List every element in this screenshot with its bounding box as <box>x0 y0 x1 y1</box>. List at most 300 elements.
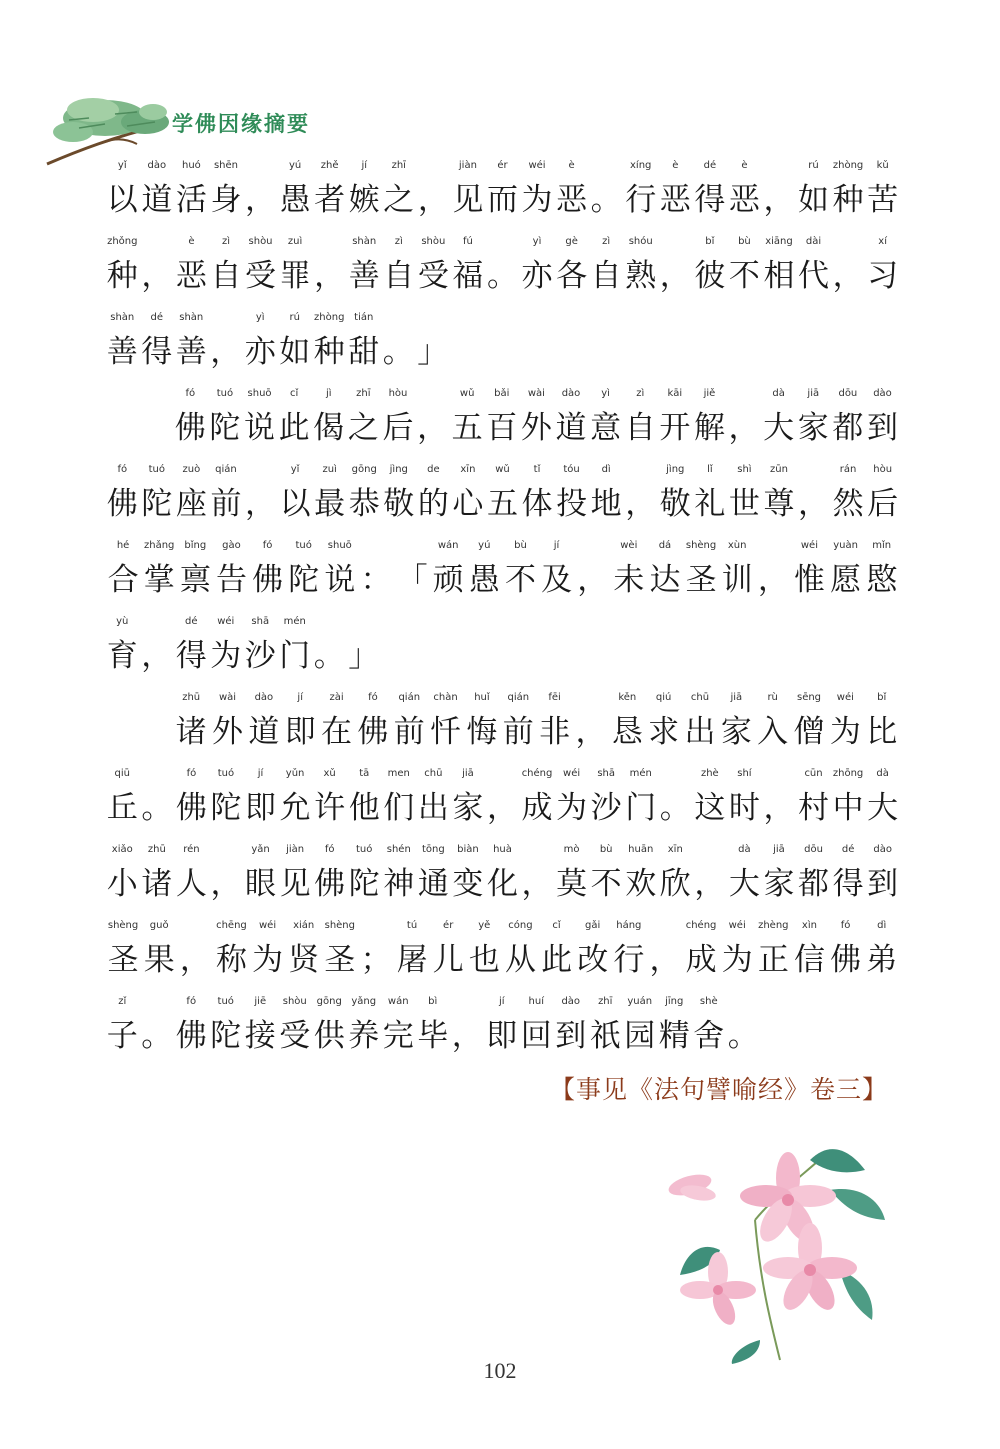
annotated-character <box>312 460 347 528</box>
annotated-character <box>727 764 762 832</box>
annotated-character <box>173 688 209 756</box>
annotated-character <box>539 916 575 984</box>
pinyin: jí <box>257 768 264 779</box>
hanzi: 为 <box>252 942 284 978</box>
annotated-character <box>278 612 313 680</box>
hanzi: 如 <box>279 334 311 370</box>
pinyin: xí <box>878 236 887 247</box>
pinyin: xìn <box>801 920 817 931</box>
annotated-character <box>174 612 209 680</box>
annotated-character <box>623 764 658 832</box>
hanzi: ， <box>763 790 795 826</box>
annotated-character <box>213 536 249 604</box>
annotated-character <box>105 992 140 1060</box>
pinyin: qián <box>215 464 237 475</box>
hanzi: ， <box>521 866 553 902</box>
annotated-character <box>355 688 391 756</box>
annotated-character <box>658 460 693 528</box>
hanzi: 恭 <box>348 486 380 522</box>
pinyin: fó <box>324 844 335 855</box>
source-citation: 【事见《法句譬喻经》卷三】 <box>549 1075 888 1104</box>
hanzi: ， <box>763 182 795 218</box>
annotated-character <box>865 156 900 224</box>
annotated-character <box>575 916 611 984</box>
annotated-character <box>173 384 208 452</box>
hanzi: 。 <box>590 182 622 218</box>
annotated-character <box>278 764 313 832</box>
annotated-character <box>416 232 451 300</box>
pinyin: kěn <box>618 692 637 703</box>
pinyin <box>589 156 624 176</box>
pinyin: shèng <box>685 540 717 551</box>
annotated-character <box>502 536 538 604</box>
hanzi: 都 <box>798 866 830 902</box>
pinyin: zì <box>636 388 645 399</box>
annotated-character <box>312 764 347 832</box>
pinyin: fó <box>186 996 197 1007</box>
pinyin: tuó <box>216 388 234 399</box>
hanzi: 此 <box>278 410 310 446</box>
annotated-character <box>589 460 624 528</box>
hanzi: 。 <box>486 258 518 294</box>
hanzi: 恶 <box>556 182 588 218</box>
annotated-character <box>647 916 683 984</box>
annotated-character <box>554 460 589 528</box>
annotated-character <box>312 992 347 1060</box>
pinyin: qiú <box>655 692 672 703</box>
pinyin: dé <box>841 844 855 855</box>
hanzi: 心 <box>452 486 484 522</box>
hanzi: ， <box>210 334 242 370</box>
hanzi: 五 <box>451 410 483 446</box>
pinyin <box>485 232 520 252</box>
page-number: 102 <box>483 1358 517 1383</box>
annotated-character <box>140 156 175 224</box>
pinyin: dào <box>873 388 892 399</box>
hanzi: 」 <box>348 638 380 674</box>
annotated-character <box>762 232 797 300</box>
annotated-character <box>105 232 140 300</box>
hanzi: 非 <box>539 714 571 750</box>
pinyin: guǒ <box>149 920 169 931</box>
annotated-character <box>796 764 831 832</box>
hanzi: 然 <box>832 486 864 522</box>
hanzi: 诸 <box>141 866 173 902</box>
annotated-character <box>727 384 762 452</box>
pinyin: jiě <box>703 388 716 399</box>
pinyin <box>243 460 278 480</box>
hanzi: 行 <box>613 942 645 978</box>
hanzi: 时 <box>728 790 760 826</box>
pinyin: zūn <box>770 464 788 475</box>
annotated-character <box>209 764 244 832</box>
pinyin: men <box>387 768 410 779</box>
pinyin: shuō <box>247 388 272 399</box>
annotated-character <box>791 916 827 984</box>
hanzi: 善 <box>348 258 380 294</box>
annotated-character <box>105 156 140 224</box>
annotated-character <box>831 460 866 528</box>
pinyin: jiā <box>773 844 785 855</box>
hanzi: 丘 <box>106 790 138 826</box>
pinyin <box>381 308 416 328</box>
pinyin <box>520 840 555 860</box>
annotated-character <box>209 308 244 376</box>
pinyin: huà <box>493 844 512 855</box>
pinyin: tóu <box>563 464 580 475</box>
annotated-character <box>416 156 451 224</box>
annotated-character <box>140 764 175 832</box>
annotated-character <box>277 384 312 452</box>
annotated-character <box>573 688 609 756</box>
hanzi: 偈 <box>313 410 345 446</box>
pinyin: dà <box>738 844 751 855</box>
hanzi: 弟 <box>866 942 898 978</box>
annotated-character <box>140 612 175 680</box>
annotated-character <box>416 460 451 528</box>
pinyin <box>755 536 791 556</box>
hanzi: 前 <box>393 714 425 750</box>
pinyin: zhī <box>356 388 371 399</box>
pinyin: wài <box>218 692 237 703</box>
hanzi: 诸 <box>175 714 207 750</box>
annotated-character <box>727 840 762 908</box>
hanzi: 外 <box>212 714 244 750</box>
hanzi: 后 <box>867 486 899 522</box>
hanzi: 佛 <box>357 714 389 750</box>
annotated-character <box>140 992 175 1060</box>
pinyin: cǐ <box>552 920 561 931</box>
hanzi: 到 <box>867 866 899 902</box>
pinyin: dé <box>703 160 717 171</box>
hanzi: 欢 <box>625 866 657 902</box>
pinyin: cóng <box>508 920 533 931</box>
annotated-character <box>623 840 658 908</box>
hanzi: 愍 <box>866 562 898 598</box>
pinyin: yì <box>255 312 265 323</box>
annotated-character <box>141 536 177 604</box>
chapter-title: 学佛因缘摘要 <box>172 112 310 136</box>
annotated-character <box>318 688 354 756</box>
pinyin: shì <box>737 464 752 475</box>
annotated-character <box>727 460 762 528</box>
annotated-character <box>865 840 900 908</box>
pinyin <box>358 536 394 556</box>
pinyin <box>693 840 728 860</box>
pinyin: wán <box>437 540 459 551</box>
hanzi: ， <box>210 866 242 902</box>
annotated-character <box>466 916 502 984</box>
pinyin <box>140 232 175 252</box>
hanzi: 罪 <box>279 258 311 294</box>
pinyin: jiē <box>254 996 267 1007</box>
pinyin: zì <box>394 236 403 247</box>
hanzi: 。 <box>313 638 345 674</box>
annotated-character <box>209 688 245 756</box>
pinyin: chéng <box>521 768 553 779</box>
hanzi: ， <box>625 486 657 522</box>
annotated-character <box>791 536 827 604</box>
hanzi: 愚 <box>468 562 500 598</box>
pinyin: wéi <box>728 920 746 931</box>
hanzi: 地 <box>590 486 622 522</box>
annotated-character <box>554 384 589 452</box>
annotated-character <box>209 232 244 300</box>
hanzi: 子 <box>106 1018 138 1054</box>
annotated-character <box>520 840 555 908</box>
hanzi: 到 <box>555 1018 587 1054</box>
hanzi: 接 <box>244 1018 276 1054</box>
pinyin: ér <box>497 160 508 171</box>
annotated-character <box>693 232 728 300</box>
annotated-character <box>500 688 536 756</box>
annotated-character <box>658 156 693 224</box>
hanzi: 恶 <box>728 182 760 218</box>
annotated-character <box>105 460 140 528</box>
pinyin: dōu <box>804 844 823 855</box>
annotated-character <box>105 840 140 908</box>
annotated-character <box>177 916 213 984</box>
pinyin: huí <box>528 996 544 1007</box>
hanzi: 种 <box>106 258 138 294</box>
annotated-character <box>243 232 278 300</box>
hanzi: 自 <box>624 410 656 446</box>
text-line <box>105 840 900 916</box>
hanzi: 后 <box>382 410 414 446</box>
pinyin: tú <box>406 920 418 931</box>
annotated-character <box>726 992 761 1060</box>
annotated-character <box>464 688 500 756</box>
hanzi: 训 <box>721 562 753 598</box>
annotated-character <box>554 232 589 300</box>
pinyin: cǐ <box>289 388 299 399</box>
hanzi: 精 <box>658 1018 690 1054</box>
pinyin: bù <box>514 540 527 551</box>
annotated-character <box>451 764 486 832</box>
annotated-character <box>796 840 831 908</box>
pinyin <box>416 156 451 176</box>
pinyin: gōng <box>351 464 377 475</box>
annotated-character <box>415 384 450 452</box>
annotated-character <box>312 156 347 224</box>
annotated-character <box>520 460 555 528</box>
hanzi: 。 <box>141 1018 173 1054</box>
hanzi: 各 <box>556 258 588 294</box>
annotated-character <box>358 536 394 604</box>
text-line <box>105 308 900 384</box>
hanzi: 变 <box>452 866 484 902</box>
annotated-character <box>520 156 555 224</box>
hanzi: 通 <box>417 866 449 902</box>
annotated-character <box>105 612 140 680</box>
pinyin: è <box>188 236 195 247</box>
pinyin: bǐ <box>877 692 887 703</box>
annotated-character <box>394 536 430 604</box>
annotated-character <box>719 916 755 984</box>
hanzi: 受 <box>245 258 277 294</box>
hanzi: 「 <box>396 562 428 598</box>
annotated-character <box>536 688 572 756</box>
hanzi: 亦 <box>521 258 553 294</box>
pinyin: hé <box>116 540 130 551</box>
annotated-character <box>755 536 791 604</box>
hanzi: ， <box>245 486 277 522</box>
annotated-character <box>450 384 485 452</box>
pinyin: chū <box>690 692 710 703</box>
annotated-character <box>519 992 554 1060</box>
pinyin: yì <box>532 236 542 247</box>
pinyin: yǎn <box>251 844 270 855</box>
pinyin: zhèng <box>758 920 789 931</box>
body-text <box>105 156 900 1068</box>
hanzi: 合 <box>107 562 139 598</box>
hanzi: 而 <box>486 182 518 218</box>
pinyin <box>762 156 797 176</box>
hanzi: 福 <box>452 258 484 294</box>
pinyin: dào <box>561 996 581 1007</box>
annotated-character <box>141 916 177 984</box>
hanzi: 恶 <box>659 182 691 218</box>
pinyin: jí <box>553 540 560 551</box>
pinyin: è <box>672 160 679 171</box>
annotated-character <box>682 688 718 756</box>
hanzi: 圣 <box>685 562 717 598</box>
pinyin: jiā <box>807 388 820 399</box>
pinyin: kāi <box>667 388 683 399</box>
pinyin: dào <box>254 692 274 703</box>
annotated-character <box>451 232 486 300</box>
hanzi: 即 <box>284 714 316 750</box>
pinyin: xīn <box>667 844 683 855</box>
hanzi: 及 <box>541 562 573 598</box>
hanzi: 果 <box>143 942 175 978</box>
annotated-character <box>693 764 728 832</box>
pinyin: dà <box>876 768 889 779</box>
pinyin: tián <box>354 312 374 323</box>
annotated-character <box>609 688 645 756</box>
hanzi: 如 <box>798 182 830 218</box>
annotated-character <box>209 992 244 1060</box>
annotated-character <box>762 840 797 908</box>
pinyin: shóu <box>628 236 653 247</box>
pinyin: mǐn <box>872 540 892 551</box>
hanzi: 彼 <box>694 258 726 294</box>
annotated-character <box>865 384 900 452</box>
pinyin: chēng <box>216 920 247 931</box>
hanzi: ， <box>179 942 211 978</box>
hanzi: 代 <box>798 258 830 294</box>
annotated-character <box>589 232 624 300</box>
pinyin: shàn <box>179 312 204 323</box>
pinyin <box>140 764 175 784</box>
hanzi: 园 <box>624 1018 656 1054</box>
annotated-character <box>174 840 209 908</box>
pinyin: dào <box>873 844 892 855</box>
annotated-character <box>322 916 358 984</box>
annotated-character <box>589 764 624 832</box>
annotated-character <box>718 688 754 756</box>
pinyin: yuán <box>627 996 653 1007</box>
annotated-character <box>278 308 313 376</box>
annotated-character <box>243 612 278 680</box>
hanzi: ， <box>649 942 681 978</box>
annotated-character <box>762 156 797 224</box>
annotated-character <box>246 688 282 756</box>
pinyin: wán <box>387 996 409 1007</box>
text-line <box>105 992 900 1068</box>
pinyin: hòu <box>873 464 893 475</box>
annotated-character <box>831 840 866 908</box>
annotated-character <box>539 536 575 604</box>
annotated-character <box>243 992 278 1060</box>
pinyin: zuì <box>287 236 303 247</box>
hanzi: 得 <box>694 182 726 218</box>
hanzi: 得 <box>175 638 207 674</box>
pinyin <box>573 688 609 708</box>
pinyin <box>347 612 382 632</box>
pinyin: jiàn <box>458 160 477 171</box>
pinyin: wéi <box>528 160 546 171</box>
pinyin: wèi <box>620 540 638 551</box>
hanzi: 许 <box>314 790 346 826</box>
pinyin: dá <box>658 540 672 551</box>
annotated-character <box>588 992 623 1060</box>
hanzi: ， <box>141 258 173 294</box>
annotated-character <box>796 156 831 224</box>
annotated-character <box>611 916 647 984</box>
hanzi: 陀 <box>348 866 380 902</box>
annotated-character <box>391 688 427 756</box>
hanzi: 为 <box>556 790 588 826</box>
hanzi: 行 <box>625 182 657 218</box>
pinyin: fó <box>368 692 378 703</box>
pinyin: zì <box>221 236 230 247</box>
hanzi: 之 <box>383 182 415 218</box>
hanzi: ， <box>314 258 346 294</box>
hanzi: 相 <box>763 258 795 294</box>
pinyin: shā <box>597 768 615 779</box>
hanzi: 体 <box>521 486 553 522</box>
annotated-character <box>485 992 520 1060</box>
annotated-character <box>416 308 451 376</box>
hanzi: 不 <box>590 866 622 902</box>
hanzi: 佛 <box>175 1018 207 1054</box>
pinyin: chàn <box>433 692 458 703</box>
hanzi: 恶 <box>175 258 207 294</box>
hanzi: 受 <box>279 1018 311 1054</box>
pinyin: wǔ <box>495 464 510 475</box>
annotated-character <box>451 840 486 908</box>
hanzi: 熟 <box>625 258 657 294</box>
annotated-character <box>831 156 866 224</box>
annotated-character <box>416 840 451 908</box>
pinyin: dào <box>147 160 167 171</box>
pinyin <box>727 384 762 404</box>
annotated-character <box>693 840 728 908</box>
annotated-character <box>208 384 243 452</box>
annotated-character <box>554 992 589 1060</box>
pinyin: zhū <box>147 844 166 855</box>
hanzi: 僧 <box>793 714 825 750</box>
annotated-character <box>554 840 589 908</box>
pinyin: zhū <box>182 692 201 703</box>
annotated-character <box>427 688 463 756</box>
annotated-character <box>105 764 140 832</box>
pinyin: fó <box>262 540 273 551</box>
annotated-character <box>831 232 866 300</box>
annotated-character <box>683 916 719 984</box>
pinyin: tuó <box>356 844 373 855</box>
